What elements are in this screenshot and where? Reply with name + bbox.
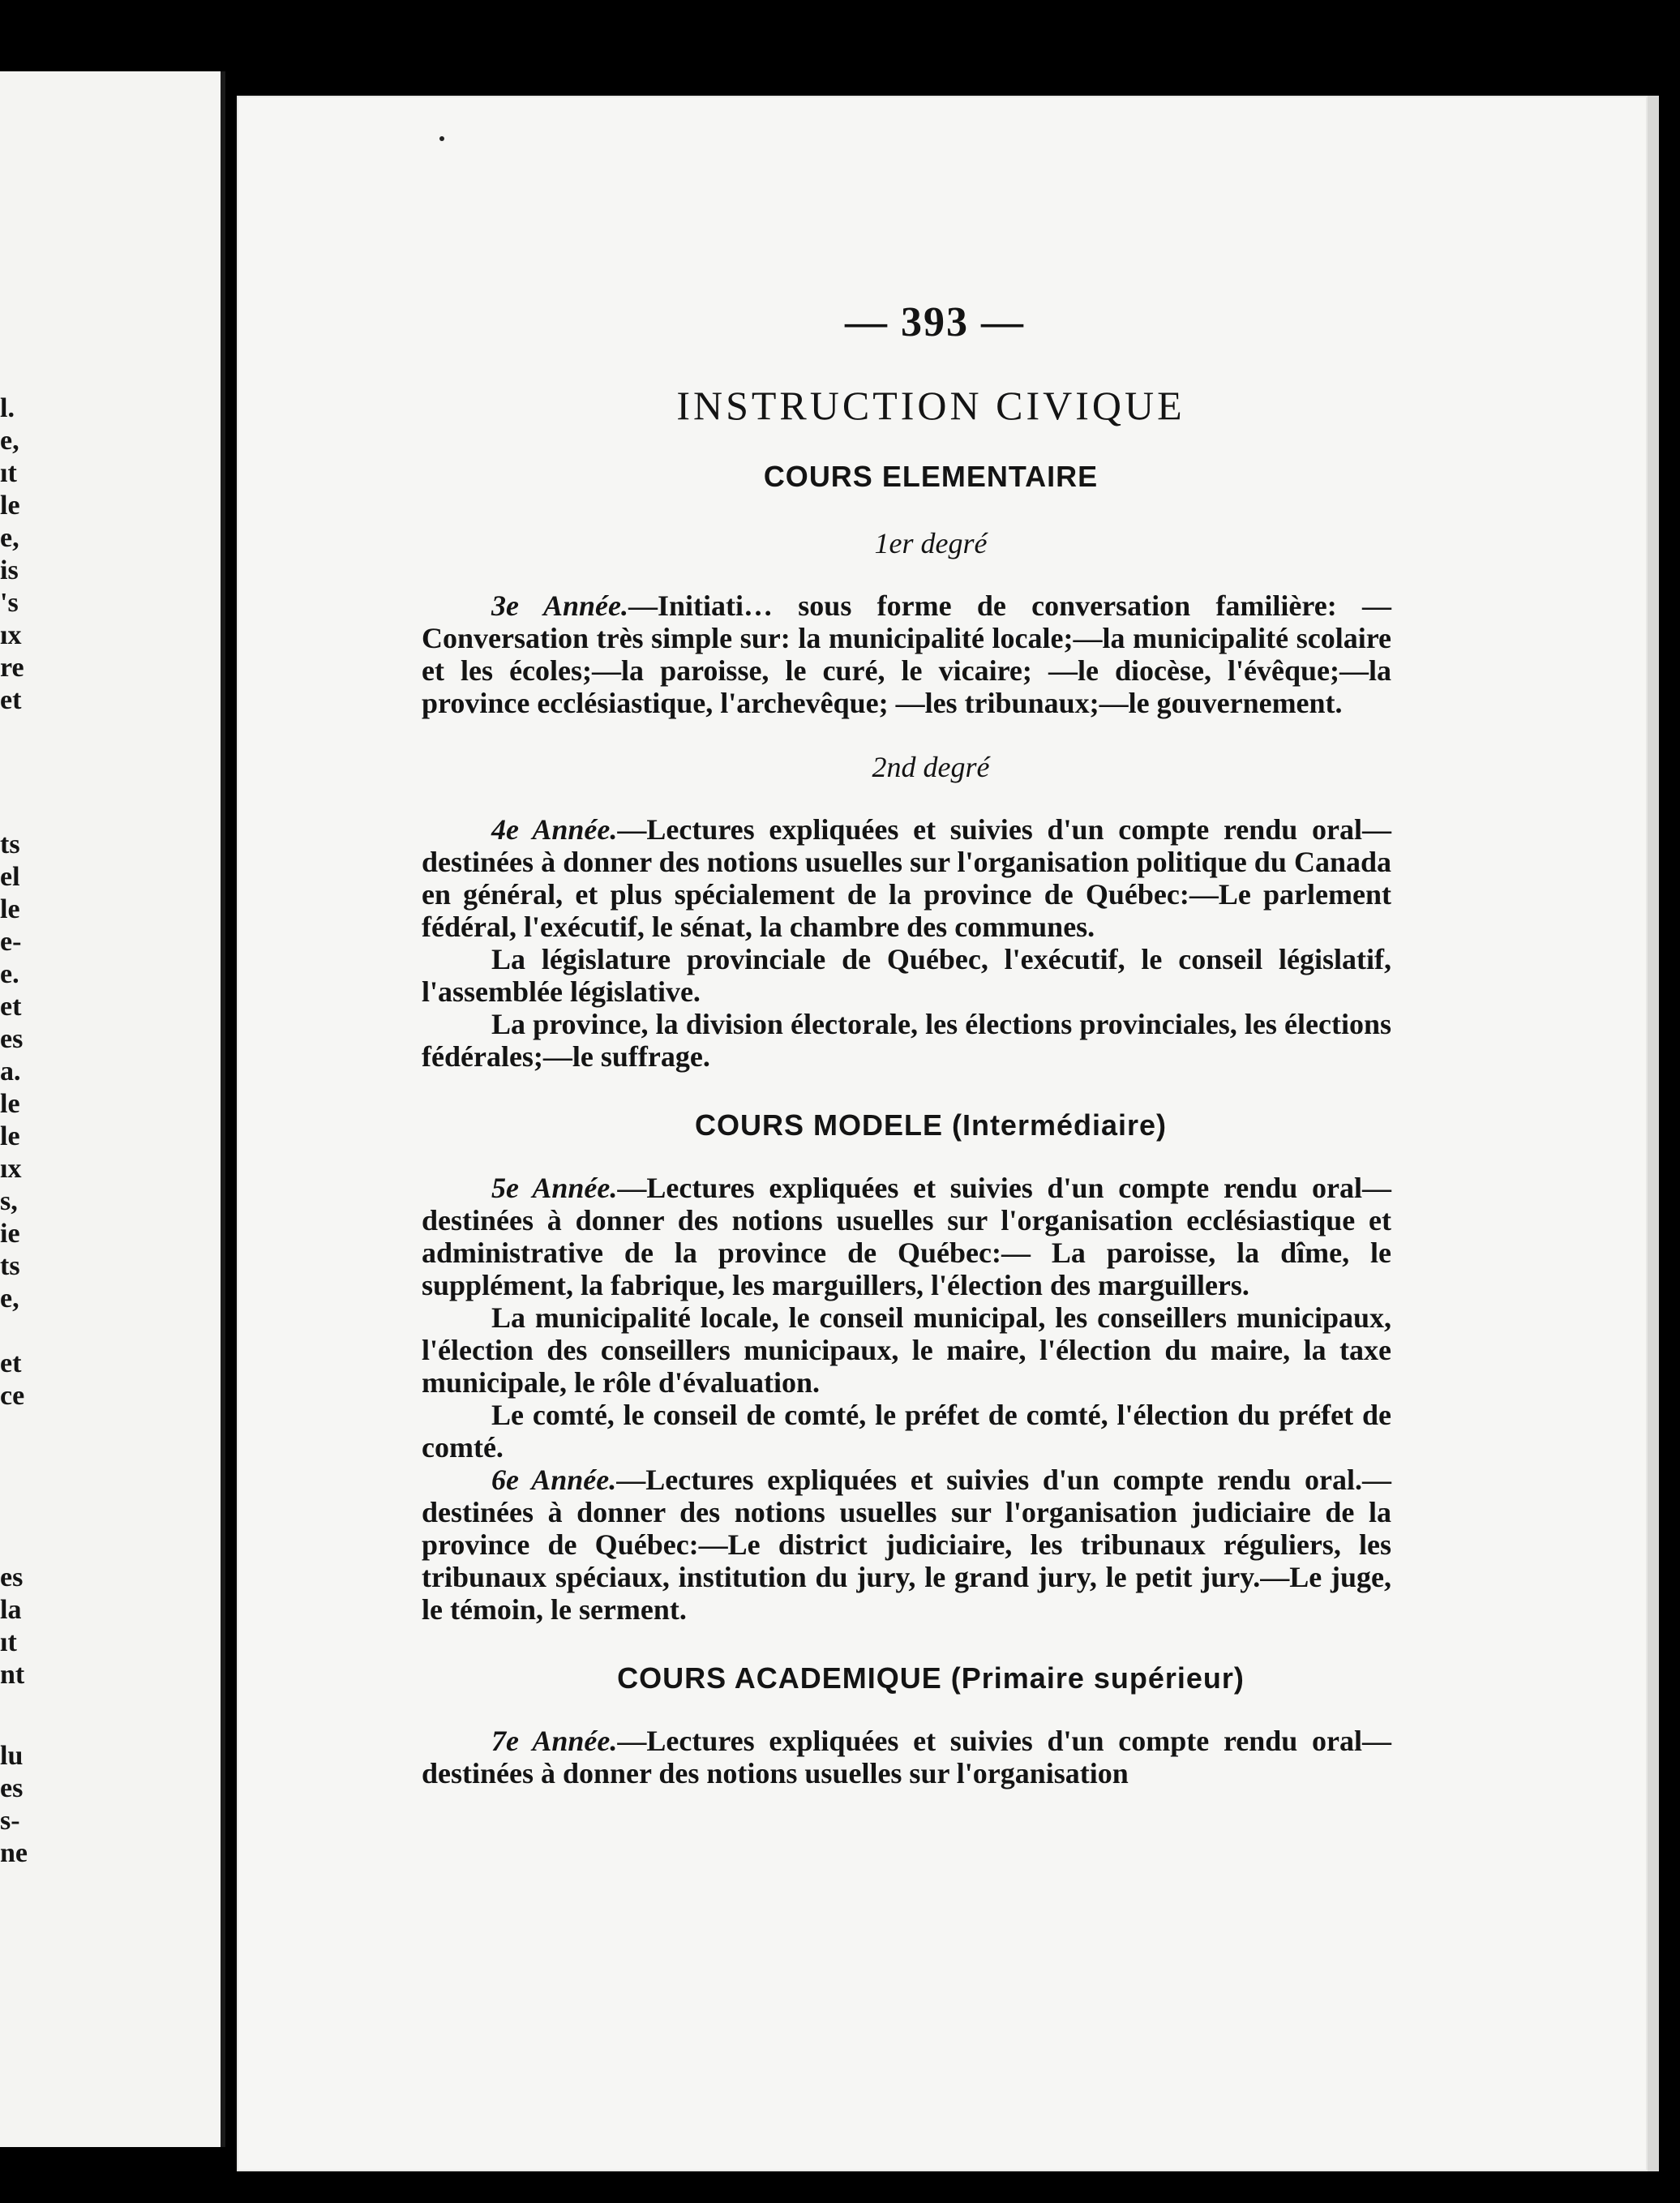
fragment-text: ıt xyxy=(0,458,17,488)
fragment-text: s- xyxy=(0,1806,20,1836)
section-title-modele: COURS MODELE (Intermédiaire) xyxy=(694,1108,1168,1142)
fragment-text: 's xyxy=(0,588,19,618)
page-content xyxy=(422,298,1391,1789)
paragraph-comte: Le comté, le conseil de comté, le préfet de comté, l'élection du préfet de comté. xyxy=(422,1399,1391,1464)
paragraph-text: —Lectures expliquées et suivies d'un compte rendu oral.—destinées à donner des notions usuelles sur l'organisation judiciaire de la province de Québec:—Le district judiciaire, les tribunaux réguliers, les tribunaux spéciaux, institution du jury, le grand jury, le petit jury.—Le juge, le témoin, le serment. xyxy=(422,1464,1392,1626)
paragraph-6e-annee xyxy=(422,1464,1391,1626)
degree-heading-1: 1er degré xyxy=(874,527,988,559)
fragment-text: ne xyxy=(0,1838,28,1868)
fragment-text: le xyxy=(0,491,20,521)
fragment-text: lu xyxy=(0,1741,24,1771)
paragraph-municipalite: La municipalité locale, le conseil municipal, les conseillers municipaux, l'élection des conseillers municipaux, le maire, l'élection du maire, la taxe municipale, le rôle d'évaluation. xyxy=(422,1301,1391,1399)
fragment-text: e- xyxy=(0,927,22,957)
fragment-text: is xyxy=(0,555,19,585)
fragment-text: le xyxy=(0,894,20,924)
print-speck xyxy=(439,136,444,141)
fragment-text: es xyxy=(0,1024,24,1054)
paragraph-3e-annee xyxy=(422,589,1391,719)
previous-page-text-fragments xyxy=(0,1562,32,1691)
year-label: 7e Année. xyxy=(491,1725,618,1757)
fragment-text: et xyxy=(0,1348,22,1378)
fragment-text: es xyxy=(0,1562,24,1592)
fragment-text: a. xyxy=(0,1056,21,1086)
fragment-text: ıx xyxy=(0,620,22,650)
section-title-academique: COURS ACADEMIQUE (Primaire supérieur) xyxy=(617,1661,1245,1695)
previous-page-edge xyxy=(0,71,225,2147)
fragment-text: nt xyxy=(0,1660,25,1690)
fragment-text: le xyxy=(0,1121,20,1151)
paragraph-text: —Lectures expliquées et suivies d'un compte rendu oral—destinées à donner des notions usuelles sur l'organisation ecclésiastique et administrative de la province de Québec:— La paroisse, la dîme, le supplément, la fabrique, les marguillers, l'élection des marguillers. xyxy=(422,1172,1392,1301)
page-number: — 393 — xyxy=(845,299,1025,345)
previous-page-text-fragments xyxy=(0,392,32,717)
fragment-text: ts xyxy=(0,1251,20,1281)
fragment-text: l. xyxy=(0,393,15,423)
page-title: INSTRUCTION CIVIQUE xyxy=(676,383,1185,428)
fragment-text: e, xyxy=(0,1284,19,1314)
fragment-text: ıt xyxy=(0,1627,17,1657)
previous-page-text-fragments xyxy=(0,829,32,1315)
fragment-text: re xyxy=(0,653,24,683)
fragment-text: e. xyxy=(0,959,19,989)
year-label: 5e Année. xyxy=(491,1172,618,1204)
paragraph-text: —Lectures expliquées et suivies d'un compte rendu oral—destinées à donner des notions usuelles sur l'organisation xyxy=(422,1725,1392,1789)
year-label: 4e Année. xyxy=(491,813,618,846)
fragment-text: el xyxy=(0,862,20,892)
fragment-text: ce xyxy=(0,1381,25,1411)
fragment-text: le xyxy=(0,1089,20,1119)
paragraph-text: —Initiati… sous forme de conversation familière: —Conversation très simple sur: la municipalité locale;—la municipalité scolaire et les écoles;—la paroisse, le curé, le vicaire; —le diocèse, l'évêque;—la province ecclésiastique, l'archevêque; —les tribunaux;—le gouvernement. xyxy=(422,589,1391,719)
fragment-text: ts xyxy=(0,829,20,859)
section-title-elementaire: COURS ELEMENTAIRE xyxy=(763,460,1099,493)
fragment-text: la xyxy=(0,1595,22,1625)
previous-page-text-fragments xyxy=(0,1348,32,1412)
paragraph-province: La province, la division électorale, les élections provinciales, les élections fédérales;—le suffrage. xyxy=(422,1008,1391,1073)
paragraph-4e-annee xyxy=(422,813,1391,943)
year-label: 3e Année. xyxy=(491,589,628,622)
fragment-text: et xyxy=(0,992,22,1022)
fragment-text: s, xyxy=(0,1186,18,1216)
degree-heading-2: 2nd degré xyxy=(872,751,990,783)
year-label: 6e Année. xyxy=(491,1464,617,1496)
book-page xyxy=(237,96,1659,2171)
fragment-text: ıx xyxy=(0,1154,22,1184)
paragraph-5e-annee xyxy=(422,1172,1391,1301)
previous-page-text-fragments xyxy=(0,1740,32,1870)
paragraph-text: —Lectures expliquées et suivies d'un compte rendu oral—destinées à donner des notions usuelles sur l'organisation politique du Canada en général, et plus spécialement de la province de Québec:—Le parlement fédéral, l'exécutif, le sénat, la chambre des communes. xyxy=(422,813,1392,943)
fragment-text: e, xyxy=(0,523,19,553)
fragment-text: e, xyxy=(0,426,19,456)
fragment-text: es xyxy=(0,1773,24,1803)
paragraph-legislature: La législature provinciale de Québec, l'exécutif, le conseil législatif, l'assemblée législative. xyxy=(422,943,1391,1008)
paragraph-7e-annee xyxy=(422,1725,1391,1789)
fragment-text: et xyxy=(0,685,22,715)
fragment-text: ie xyxy=(0,1219,20,1249)
